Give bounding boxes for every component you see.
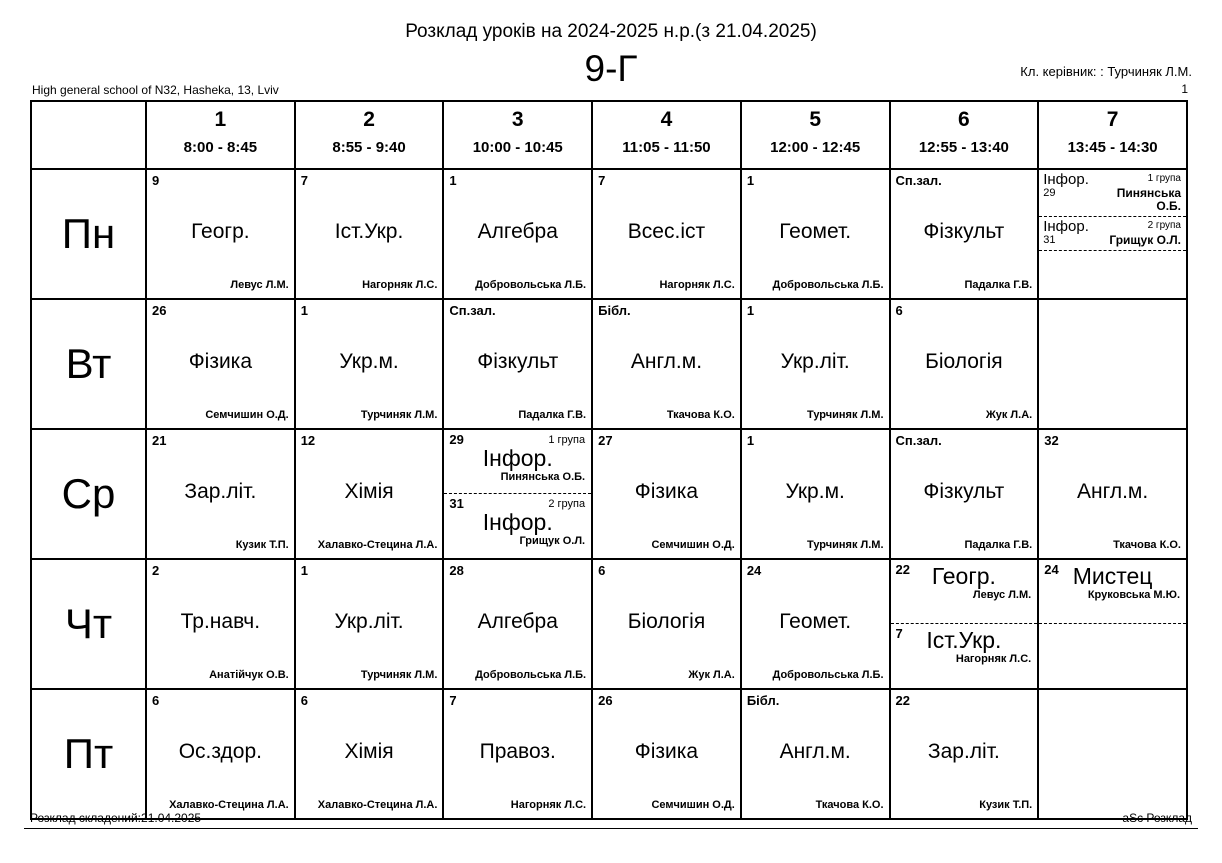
lesson [742, 690, 889, 818]
subject-name: Іст.Укр. [926, 627, 1002, 653]
room-number: 29 [1043, 187, 1056, 199]
lesson-cell [146, 559, 295, 689]
period-time: 8:00 - 8:45 [183, 139, 258, 156]
room-number: 6 [895, 303, 903, 318]
teacher-name: Левус Л.М. [972, 589, 1032, 601]
lesson-cell [443, 429, 592, 559]
period-time: 13:45 - 14:30 [1067, 139, 1158, 156]
lesson-cell [741, 429, 890, 559]
period-time: 11:05 - 11:50 [622, 139, 711, 156]
lesson [147, 690, 294, 818]
lesson-cell [890, 689, 1039, 819]
subject-name: Тр.навч. [180, 609, 261, 633]
teacher-name: Падалка Г.В. [518, 409, 587, 421]
subject-name: Геомет. [779, 609, 852, 633]
subject-name: Інфор. [482, 509, 553, 535]
footer-app-brand: aSc Розклад [1122, 811, 1192, 825]
period-time: 8:55 - 9:40 [332, 139, 406, 156]
teacher-name: Грищук О.Л. [519, 535, 586, 547]
lesson [593, 560, 740, 688]
lesson [742, 560, 889, 688]
room-number: 22 [895, 693, 910, 708]
teacher-name: Халавко-Стецина Л.А. [317, 799, 438, 811]
footer-created-date: Розклад складений:21.04.2025 [30, 811, 202, 825]
split-lesson [891, 560, 1038, 688]
teacher-name: Добровольська Л.Б. [772, 669, 884, 681]
subject-name: Геогр. [191, 219, 250, 243]
room-number: 24 [1044, 562, 1059, 577]
day-row [31, 299, 1187, 429]
room-number: 31 [1043, 234, 1056, 246]
group-lesson [1039, 170, 1186, 217]
subject-name: Алгебра [477, 219, 558, 243]
lesson-cell [146, 429, 295, 559]
page-title: Розклад уроків на 2024-2025 н.р.(з 21.04.2025) [405, 21, 817, 42]
subject-name: Англ.м. [779, 739, 851, 763]
room-number: 29 [449, 432, 464, 447]
teacher-name: Халавко-Стецина Л.А. [169, 799, 289, 811]
period-number: 6 [958, 108, 970, 131]
teacher-name: Нагорняк Л.С. [510, 799, 587, 811]
subject-name: Фізика [188, 349, 253, 373]
teacher-name: Анатійчук О.В. [209, 669, 289, 681]
lesson [593, 430, 740, 558]
teacher-name: Халавко-Стецина Л.А. [317, 539, 438, 551]
teacher-name: Пинянська О.Б. [1116, 186, 1181, 213]
teacher-name: Ткачова К.О. [666, 409, 735, 421]
room-number: 1 [449, 173, 457, 188]
room-number: Бібл. [598, 303, 631, 318]
lesson [444, 690, 591, 818]
room-number: Сп.зал. [895, 433, 942, 448]
subject-name: Іст.Укр. [334, 219, 404, 243]
split-lesson-part [1039, 624, 1186, 686]
teacher-name: Турчиняк Л.М. [807, 409, 884, 421]
lesson-cell [592, 169, 741, 299]
room-number: 1 [300, 563, 308, 578]
room-number: Бібл. [746, 693, 780, 708]
lesson-cell [1038, 299, 1187, 429]
teacher-name: Ткачова К.О. [1113, 539, 1181, 551]
group-label: 2 група [1147, 220, 1181, 231]
split-lesson-part [444, 430, 591, 494]
lesson [444, 300, 591, 428]
lesson-cell [890, 169, 1039, 299]
group-lessons [1039, 170, 1186, 251]
subject-name: Укр.літ. [780, 349, 850, 373]
teacher-name: Падалка Г.В. [964, 279, 1033, 291]
lesson-cell [443, 169, 592, 299]
lesson [891, 430, 1038, 558]
lesson-cell [295, 559, 444, 689]
day-row [31, 559, 1187, 689]
subject-name: Мистец [1072, 563, 1153, 589]
teacher-name: Жук Л.А. [985, 409, 1033, 421]
lesson [296, 170, 443, 298]
period-header [592, 101, 741, 169]
teacher-name: Добровольська Л.Б. [475, 669, 587, 681]
subject-name: Укр.м. [785, 479, 845, 503]
subject-name: Інфор. [482, 445, 553, 471]
room-number: 2 [152, 563, 160, 578]
room-number: 26 [598, 693, 613, 708]
lesson-cell [295, 169, 444, 299]
subject-name: Англ.м. [630, 349, 703, 373]
lesson [296, 690, 443, 818]
lesson-cell [295, 299, 444, 429]
group-label: 2 група [548, 498, 586, 510]
corner-cell [31, 101, 146, 169]
lesson-cell [146, 299, 295, 429]
room-number: 1 [746, 433, 755, 448]
lesson-cell [890, 299, 1039, 429]
teacher-name: Круковська М.Ю. [1087, 589, 1180, 601]
room-number: 27 [598, 433, 613, 448]
period-number: 5 [809, 108, 821, 131]
teacher-name: Семчишин О.Д. [651, 539, 735, 551]
teacher-name: Турчиняк Л.М. [360, 409, 438, 421]
room-number: 9 [152, 173, 160, 188]
day-label: Пн [31, 169, 146, 299]
lesson-cell [146, 169, 295, 299]
teacher-name: Кузик Т.П. [979, 799, 1033, 811]
period-header [295, 101, 444, 169]
footer-divider [24, 828, 1198, 829]
lesson [891, 690, 1038, 818]
lesson-cell [741, 299, 890, 429]
period-number: 2 [363, 108, 375, 131]
lesson-cell [890, 429, 1039, 559]
subject-name: Геогр. [931, 563, 996, 589]
subject-name: Англ.м. [1077, 479, 1149, 503]
room-number: 1 [746, 303, 755, 318]
room-number: 7 [300, 173, 308, 188]
page-number: 1 [1181, 82, 1188, 96]
lesson [891, 300, 1038, 428]
room-number: 7 [598, 173, 606, 188]
lesson-cell [443, 299, 592, 429]
room-number: 22 [895, 562, 910, 577]
subject-name: Фізика [634, 479, 699, 503]
lesson [147, 430, 294, 558]
subject-name: Фізкульт [923, 479, 1005, 503]
lesson-cell [1038, 559, 1187, 689]
subject-name: Фізкульт [923, 219, 1005, 243]
lesson [147, 170, 294, 298]
lesson [593, 300, 740, 428]
room-number: 1 [300, 303, 308, 318]
timetable [30, 100, 1188, 820]
split-lesson [1039, 560, 1186, 688]
lesson [296, 300, 443, 428]
subject-name: Ос.здор. [178, 739, 262, 763]
room-number: 6 [598, 563, 606, 578]
day-label: Вт [31, 299, 146, 429]
subject-name: Зар.літ. [927, 739, 1000, 763]
lesson [296, 430, 443, 558]
class-name: 9-Г [584, 48, 638, 89]
room-number: 26 [152, 303, 167, 318]
lesson-cell [592, 299, 741, 429]
subject-name: Інфор. [1043, 218, 1089, 235]
room-number: 31 [449, 496, 464, 511]
subject-name: Зар.літ. [184, 479, 257, 503]
lesson-cell [592, 429, 741, 559]
lesson-cell [890, 559, 1039, 689]
day-row [31, 429, 1187, 559]
room-number: Сп.зал. [895, 173, 942, 188]
subject-name: Хімія [344, 739, 394, 763]
room-number: 1 [746, 173, 755, 188]
room-number: 21 [152, 433, 167, 448]
lesson-cell [443, 689, 592, 819]
split-lesson-part [444, 494, 591, 556]
subject-name: Інфор. [1043, 171, 1089, 188]
subject-name: Фізика [634, 739, 699, 763]
subject-name: Алгебра [477, 609, 558, 633]
group-lesson [1039, 217, 1186, 251]
lesson [593, 170, 740, 298]
lesson-cell [295, 689, 444, 819]
room-number: 12 [300, 433, 316, 448]
subject-name: Біологія [925, 349, 1003, 373]
teacher-name: Ткачова К.О. [815, 799, 884, 811]
room-number: 7 [895, 626, 903, 641]
subject-name: Правоз. [479, 739, 556, 763]
day-label: Ср [31, 429, 146, 559]
lesson-cell [146, 689, 295, 819]
split-lesson [444, 430, 591, 558]
teacher-name: Пинянська О.Б. [500, 471, 586, 483]
lesson [296, 560, 443, 688]
subject-name: Геомет. [779, 219, 852, 243]
lesson-cell [741, 559, 890, 689]
room-number: 24 [746, 563, 762, 578]
day-label: Чт [31, 559, 146, 689]
period-number: 1 [214, 108, 227, 131]
room-number: Сп.зал. [449, 303, 496, 318]
group-label: 1 група [548, 434, 586, 446]
lesson [593, 690, 740, 818]
room-number: 28 [449, 563, 464, 578]
teacher-name: Турчиняк Л.М. [360, 669, 438, 681]
teacher-name: Добровольська Л.Б. [475, 279, 587, 291]
day-row [31, 689, 1187, 819]
school-name: High general school of N32, Hasheka, 13, Lviv [32, 83, 279, 97]
lesson-cell [1038, 689, 1187, 819]
period-header [443, 101, 592, 169]
teacher-name: Семчишин О.Д. [205, 409, 289, 421]
lesson-cell [592, 559, 741, 689]
room-number: 32 [1044, 433, 1059, 448]
period-number: 3 [511, 108, 524, 131]
lesson-cell [1038, 429, 1187, 559]
teacher-name: Нагорняк Л.С. [955, 653, 1032, 665]
period-header [1038, 101, 1187, 169]
period-time: 12:55 - 13:40 [918, 139, 1009, 156]
room-number: 6 [300, 693, 308, 708]
lesson-cell [1038, 169, 1187, 299]
group-label: 1 група [1147, 173, 1181, 184]
subject-name: Хімія [344, 479, 394, 503]
lesson [742, 170, 889, 298]
teacher-name: Нагорняк Л.С. [659, 279, 735, 291]
period-time: 12:00 - 12:45 [770, 139, 861, 156]
teacher-name: Падалка Г.В. [964, 539, 1033, 551]
teacher-name: Семчишин О.Д. [651, 799, 735, 811]
period-time: 10:00 - 10:45 [472, 139, 563, 156]
lesson-cell [741, 689, 890, 819]
split-lesson-part [891, 624, 1038, 686]
teacher-name: Жук Л.А. [688, 669, 735, 681]
lesson [147, 560, 294, 688]
teacher-name: Нагорняк Л.С. [362, 279, 438, 291]
subject-name: Біологія [627, 609, 706, 633]
lesson [147, 300, 294, 428]
lesson [444, 560, 591, 688]
teacher-name: Грищук О.Л. [1109, 233, 1181, 247]
teacher-name: Турчиняк Л.М. [807, 539, 884, 551]
subject-name: Укр.м. [339, 349, 399, 373]
lesson-cell [592, 689, 741, 819]
lesson [742, 300, 889, 428]
lesson-cell [443, 559, 592, 689]
teacher-name: Левус Л.М. [230, 279, 289, 291]
subject-name: Укр.літ. [334, 609, 404, 633]
room-number: 7 [449, 693, 457, 708]
lesson [444, 170, 591, 298]
lesson-cell [741, 169, 890, 299]
period-header [890, 101, 1039, 169]
period-number: 7 [1106, 108, 1119, 131]
teacher-name: Добровольська Л.Б. [772, 279, 884, 291]
room-number: 6 [152, 693, 160, 708]
class-teacher: Кл. керівник: : Турчиняк Л.М. [1020, 64, 1192, 79]
subject-name: Всес.іст [627, 219, 706, 243]
period-number: 4 [660, 108, 673, 131]
day-label: Пт [31, 689, 146, 819]
period-header [741, 101, 890, 169]
lesson [1039, 430, 1186, 558]
day-row [31, 169, 1187, 299]
split-lesson-part [891, 560, 1038, 624]
split-lesson-part [1039, 560, 1186, 624]
lesson [742, 430, 889, 558]
lesson [891, 170, 1038, 298]
period-header [146, 101, 295, 169]
lesson-cell [295, 429, 444, 559]
teacher-name: Кузик Т.П. [235, 539, 289, 551]
subject-name: Фізкульт [477, 349, 559, 373]
